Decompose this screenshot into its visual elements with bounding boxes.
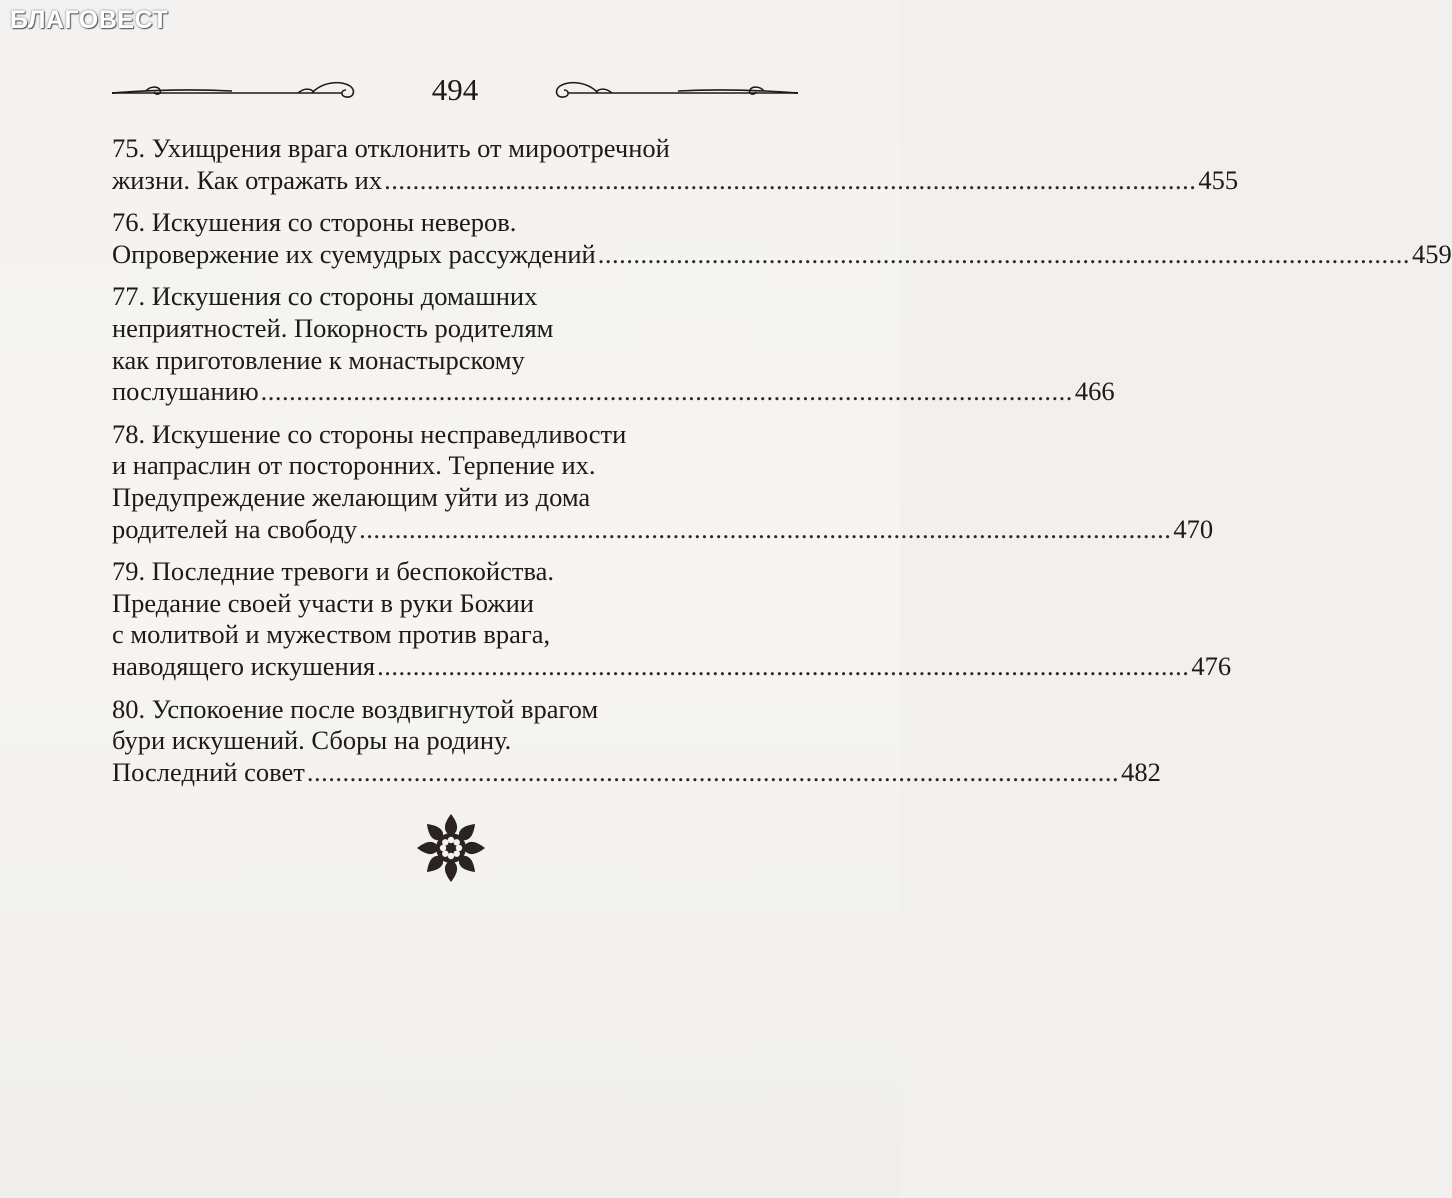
toc-entry [112,133,1239,196]
page-header [112,70,798,110]
entry-text-line: как приготовление к монастырскому [112,344,525,375]
entry-text-line: 79. Последние тревоги и беспокойства. [112,556,555,587]
entry-text-line: послушанию [112,376,259,407]
entry-page-number: 459 [1412,238,1452,269]
entry-text-line: наводящего искушения [112,650,376,681]
dot-leader: .................................................................................................................. [377,650,1190,681]
entry-text-line: и напраслин от посторонних. Терпение их. [112,450,596,481]
entry-text-line: бури искушений. Сборы на родину. [112,725,512,756]
entry-text-line: Последний совет [112,756,305,787]
entry-text-line: 78. Искушение со стороны несправедливости [112,418,627,449]
page-number: 494 [431,72,479,107]
toc-entry [112,693,1161,789]
entry-last-line [112,513,1214,546]
toc-entry [112,556,1232,682]
entry-last-line [112,650,1232,683]
toc-entry [112,207,1452,270]
entry-last-line [112,238,1452,271]
table-of-contents [112,133,1452,799]
entry-text-line: жизни. Как отражать их [112,164,383,195]
entry-last-line [112,164,1239,197]
decorative-ornament-icon [415,812,487,884]
entry-text-line: Опровержение их суемудрых рассуждений [112,238,596,269]
entry-text-line: 77. Искушения со стороны домашних [112,281,538,312]
entry-page-number: 455 [1198,164,1239,195]
dot-leader: .................................................................................................................. [384,164,1197,195]
entry-last-line [112,756,1161,789]
entry-text-line: родителей на свободу [112,513,358,544]
entry-text-line: Предупреждение желающим уйти из дома [112,481,591,512]
dot-leader: .................................................................................................................. [260,376,1073,407]
watermark-logo: БЛАГОВЕСТ [10,6,169,34]
entry-text-line: неприятностей. Покорность родителям [112,312,554,343]
entry-page-number: 466 [1074,376,1115,407]
entry-last-line [112,376,1115,408]
entry-text-line: 75. Ухищрения врага отклонить от мироотречной [112,133,670,163]
entry-text-line: Предание своей участи в руки Божии [112,587,534,618]
entry-page-number: 482 [1121,756,1161,787]
toc-entry [112,418,1214,545]
dot-leader: .................................................................................................................. [306,756,1120,787]
dot-leader: .................................................................................................................. [597,238,1410,269]
entry-page-number: 470 [1173,513,1214,544]
entry-text-line: с молитвой и мужеством против врага, [112,619,551,650]
toc-entry [112,281,1115,407]
entry-text-line: 76. Искушения со стороны неверов. [112,207,517,238]
entry-text-line: 80. Успокоение после воздвигнутой врагом [112,693,599,724]
dot-leader: .................................................................................................................. [359,513,1172,544]
entry-page-number: 476 [1191,650,1232,681]
